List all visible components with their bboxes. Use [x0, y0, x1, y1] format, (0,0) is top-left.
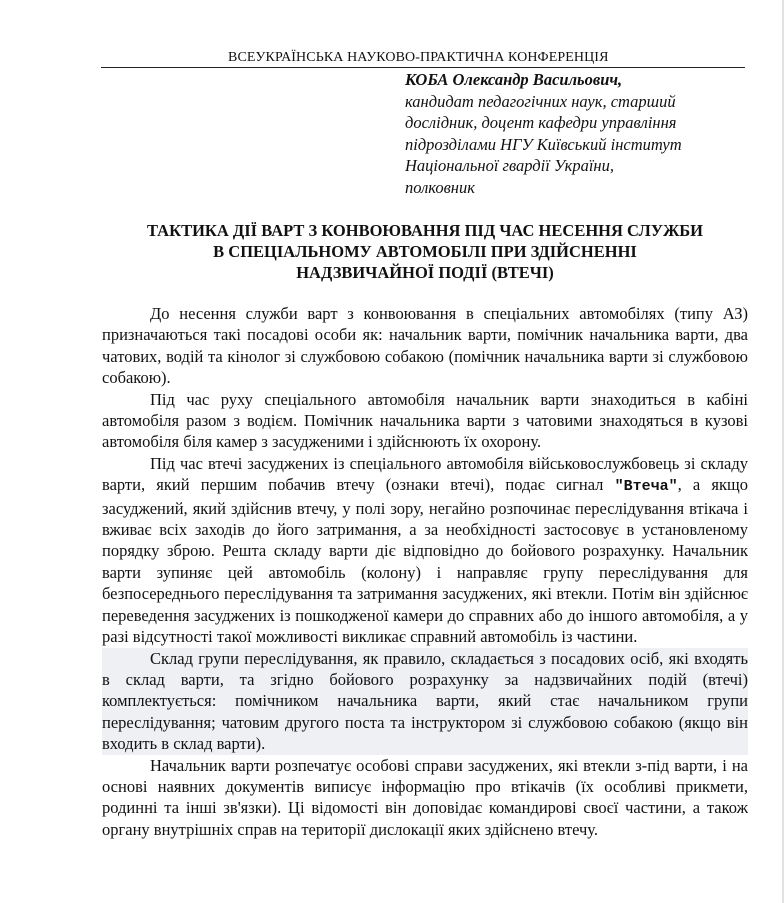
header-rule — [101, 67, 745, 68]
author-name: КОБА Олександр Васильович, — [405, 70, 623, 89]
paragraph-5: Начальник варти розпечатує особові справи засуджених, які втекли з-під варти, і на основі наявних документів виписує інформацію про втікачів (їх особливі прикмети, родинні та інші зв'язки). Ці відомості він доповідає командирові своєї частини, а також органу внутрішніх справ на території дислокації яких здійснено втечу. — [102, 755, 748, 839]
paragraph-3-text: Під час втечі засуджених із спеціального автомобіля військовослужбовець зі складу варти, який першим побачив втечу (ознаки втечі), подає сигнал — [102, 453, 748, 495]
article-body — [102, 303, 748, 840]
paragraph-3 — [102, 453, 748, 648]
author-credential-line: дослідник, доцент кафедри управління — [405, 113, 677, 132]
paragraph-2: Під час руху спеціального автомобіля начальник варти знаходиться в кабіні автомобіля разом з водієм. Помічник начальника варти з чатовими знаходяться в кузові автомобіля біля камер з засудженими і здійснюють їх охорону. — [102, 389, 748, 452]
escape-signal: "Втеча" — [614, 478, 678, 496]
author-block — [405, 69, 750, 198]
author-credential-line: Національної гвардії України, — [405, 156, 614, 175]
conference-header: ВСЕУКРАЇНСЬКА НАУКОВО-ПРАКТИЧНА КОНФЕРЕНЦІЯ — [228, 50, 609, 65]
title-line: ТАКТИКА ДІЇ ВАРТ З КОНВОЮВАННЯ ПІД ЧАС НЕСЕННЯ СЛУЖБИ — [147, 221, 703, 240]
paragraph-1: До несення служби варт з конвоювання в спеціальних автомобілях (типу АЗ) призначаються такі посадові особи як: начальник варти, помічник начальника варти, два чатових, водій та кінолог зі службовою собакою (помічник начальника варти зі службовою собакою). — [102, 304, 748, 388]
author-credential-line: підрозділами НГУ Київський інститут — [405, 134, 682, 154]
paragraph-4: Склад групи переслідування, як правило, складається з посадових осіб, які входять в склад варти, та згідно бойового розрахунку за надзвичайних подій (втечі) комплектується: помічником начальника варти, який стає начальником групи переслідування; чатовим другого поста та інструктором зі службовою собакою (якщо він входить в склад варти). — [102, 648, 748, 754]
article-title — [102, 220, 748, 283]
author-credential-line: кандидат педагогічних наук, старший — [405, 91, 676, 111]
title-line: НАДЗВИЧАЙНОЇ ПОДІЇ (ВТЕЧІ) — [296, 263, 554, 282]
paragraph-3-text: , а якщо засуджений, який здійснив втечу, у полі зору, негайно розпочинає переслідування втікача і вживає всіх заходів до його затримання, а за необхідності застосовує в установленому порядку зброю. Решта складу варти діє відповідно до бойового розрахунку. Начальник варти зупиняє цей автомобіль (колону) і направляє групу переслідування для безпосереднього переслідування та затримання засуджених, які втекли. Потім він здійснює переведення засуджених із пошкодженої камери до справних або до іншого автомобіля, а у разі відсутності такої можливості викликає справний автомобіль із частини. — [102, 475, 748, 647]
title-line: В СПЕЦІАЛЬНОМУ АВТОМОБІЛІ ПРИ ЗДІЙСНЕННІ — [213, 242, 637, 261]
author-credential-line: полковник — [405, 177, 475, 197]
